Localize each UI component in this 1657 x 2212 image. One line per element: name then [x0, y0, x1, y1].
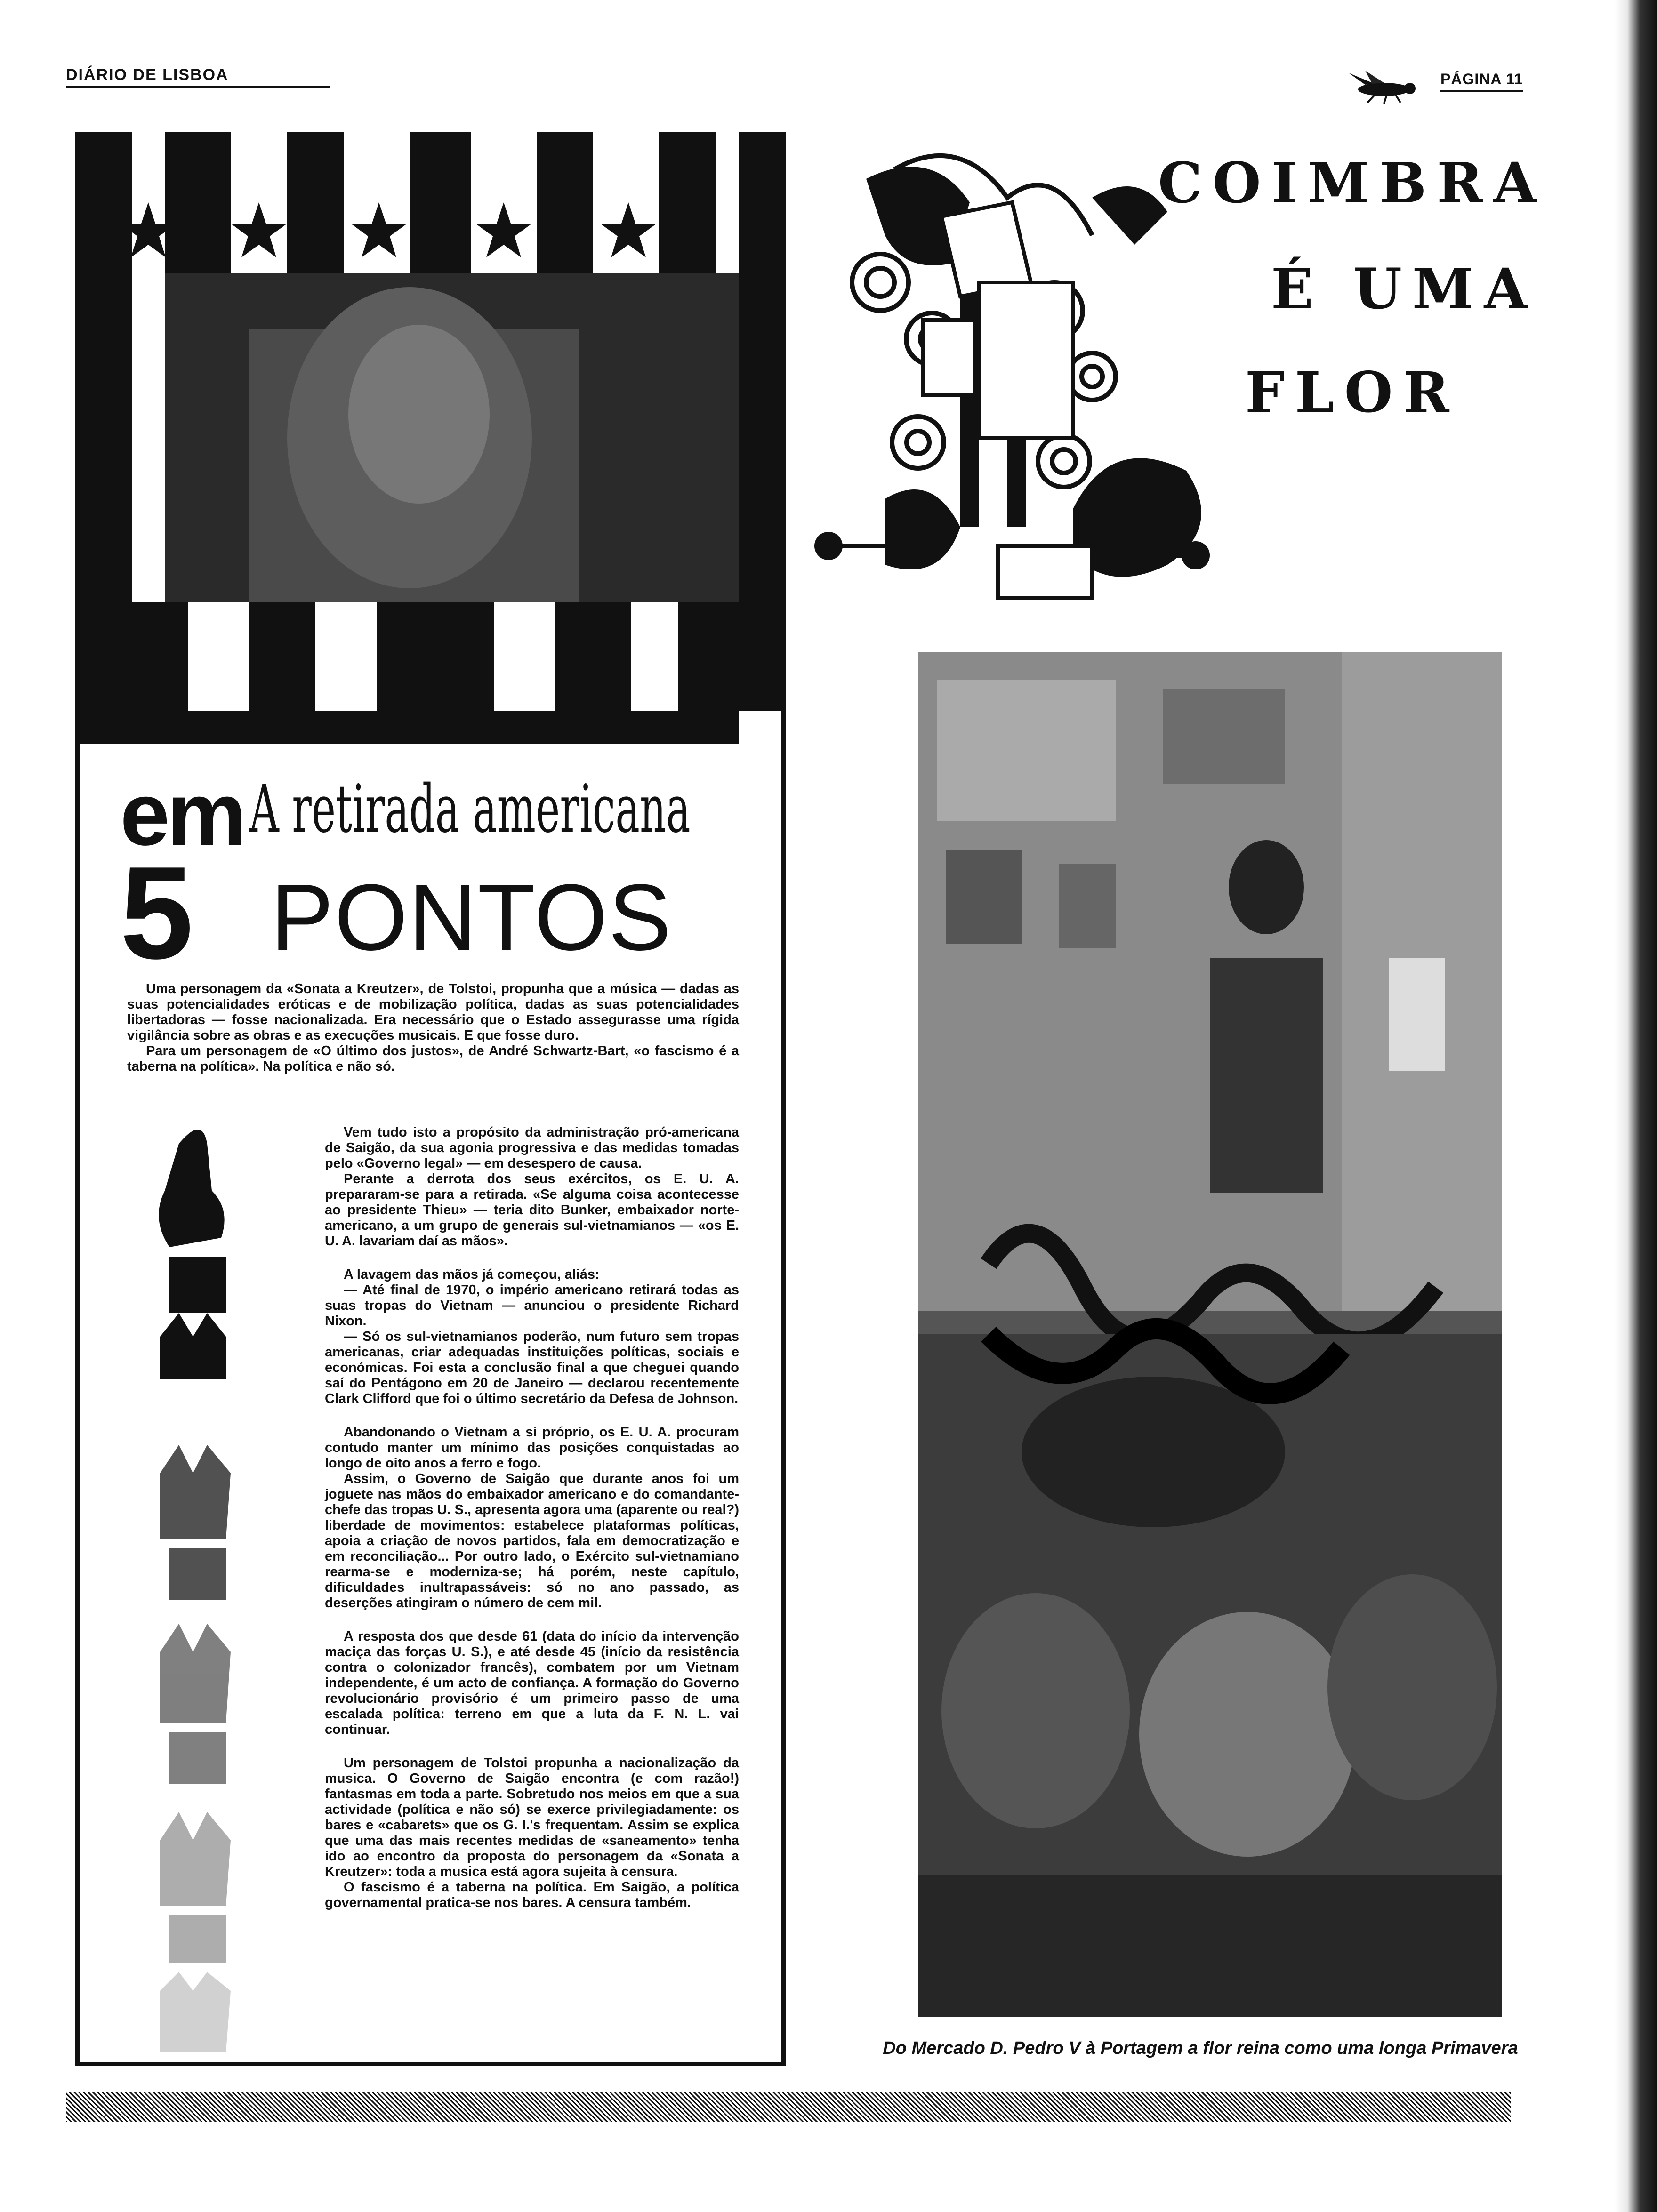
body-paragraph: Abandonando o Vietnam a si próprio, os E. U. A. procuram contudo manter um mínimo das posições conquistadas ao longo de oito anos a ferro e fogo.: [325, 1425, 739, 1471]
intro-paragraph: Para um personagem de «O último dos justos», de André Schwartz-Bart, «o fascismo é a taberna na política». Na política e não só.: [127, 1043, 739, 1074]
masthead-title: DIÁRIO DE LISBOA: [66, 66, 229, 84]
headline-em: em: [120, 764, 244, 864]
body-paragraph: O fascismo é a taberna na política. Em Saigão, a política governamental pratica-se nos bares. A censura também.: [325, 1880, 739, 1910]
body-paragraph: Vem tudo isto a propósito da administração pró-americana de Saigão, da sua agonia progressiva e das medidas tomadas pelo «Governo legal» — em desespero de causa.: [325, 1125, 739, 1171]
article-body: [325, 1125, 739, 1911]
headline-number: 5: [120, 840, 193, 986]
body-paragraph: — Só os sul-vietnamianos poderão, num futuro sem tropas americanas, criar adequadas instituições políticas, sociais e económicas. Foi esta a conclusão final a que cheguei quando saí do Pentágono em 20 de Janeiro — declarou recentemente Clark Clifford que foi o último secretário da Defesa de Johnson.: [325, 1329, 739, 1406]
raised-fist-column: [151, 1115, 245, 2052]
decorative-hatched-band: [66, 2092, 1511, 2122]
feature-title-line-2: É UMA: [1271, 256, 1538, 321]
coimbra-street-photo: [918, 652, 1502, 2017]
photo-caption: Do Mercado D. Pedro V à Portagem a flor reina como uma longa Primavera: [883, 2038, 1518, 2058]
intro-paragraph: Uma personagem da «Sonata a Kreutzer», de Tolstoi, propunha que a música — dadas as suas potencialidades eróticas e de mobilização política, dadas as suas potencialidades libertadoras — fosse nacionalizada. Era necessário que o Estado assegurasse uma rígida vigilância sobre as obras e as execuções musicais. E que fosse duro.: [127, 981, 739, 1043]
page-number: PÁGINA 11: [1440, 71, 1523, 92]
masthead-rule: [66, 86, 330, 88]
feature-title-line-1: COIMBRA: [1158, 150, 1547, 216]
body-paragraph: Um personagem de Tolstoi propunha a nacionalização da musica. O Governo de Saigão encontra (e com razão!) fantasmas em toda a parte. Sobretudo nos meios em que a sua actividade (política e não só) se exerce privilegiadamente: os bares e «cabarets» que os G. I.'s frequentam. Assim se explica que uma das mais recentes medidas de «saneamento» tenha ido ao encontro da proposta do personagem da «Sonata a Kreutzer»: toda a musica está agora sujeita à censura.: [325, 1755, 739, 1879]
body-paragraph: Assim, o Governo de Saigão que durante anos foi um joguete nas mãos do embaixador americano e do comandante-chefe das tropas U. S., apresenta agora uma (aparente ou real?) liberdade de movimentos: estabelece plataformas políticas, apoia a criação de novos partidos, fala em democratização e em reconciliação... Por outro lado, o Exército sul-vietnamiano rearma-se e moderniza-se; há porém, neste capítulo, dificuldades inultrapassáveis: só no ano passado, as deserções atingiram o número de cem mil.: [325, 1471, 739, 1611]
stars-and-stripes-illustration: [80, 132, 781, 744]
page-edge-shadow: [1615, 0, 1657, 2212]
body-paragraph: A resposta dos que desde 61 (data do início da intervenção maciça das forças U. S.), e até desde 45 (início da resistência contra o colonizador francês), combatem por um Vietnam independente, é um acto de confiança. A formação do Governo revolucionário provisório é um primeiro passo de uma escalada política: terreno em que a luta da F. N. L. vai continuar.: [325, 1629, 739, 1737]
body-paragraph: A lavagem das mãos já começou, aliás:: [344, 1267, 600, 1282]
body-paragraph: Perante a derrota dos seus exércitos, os E. U. A. prepararam-se para a retirada. «Se alguma coisa acontecesse ao presidente Thieu» — teria dito Bunker, embaixador norte-americano, a um grupo de generais sul-vietnamianos — «os E. U. A. lavariam daí as mãos».: [325, 1171, 739, 1249]
body-paragraph: — Até final de 1970, o império americano retirará todas as suas tropas do Vietnam — anunciou o presidente Richard Nixon.: [325, 1282, 739, 1329]
article-intro: [127, 981, 739, 1074]
headline-kicker: A retirada americana: [249, 771, 691, 848]
fly-icon: [1346, 71, 1422, 104]
headline-word: PONTOS: [271, 865, 672, 970]
feature-title-line-3: FLOR: [1245, 360, 1460, 425]
